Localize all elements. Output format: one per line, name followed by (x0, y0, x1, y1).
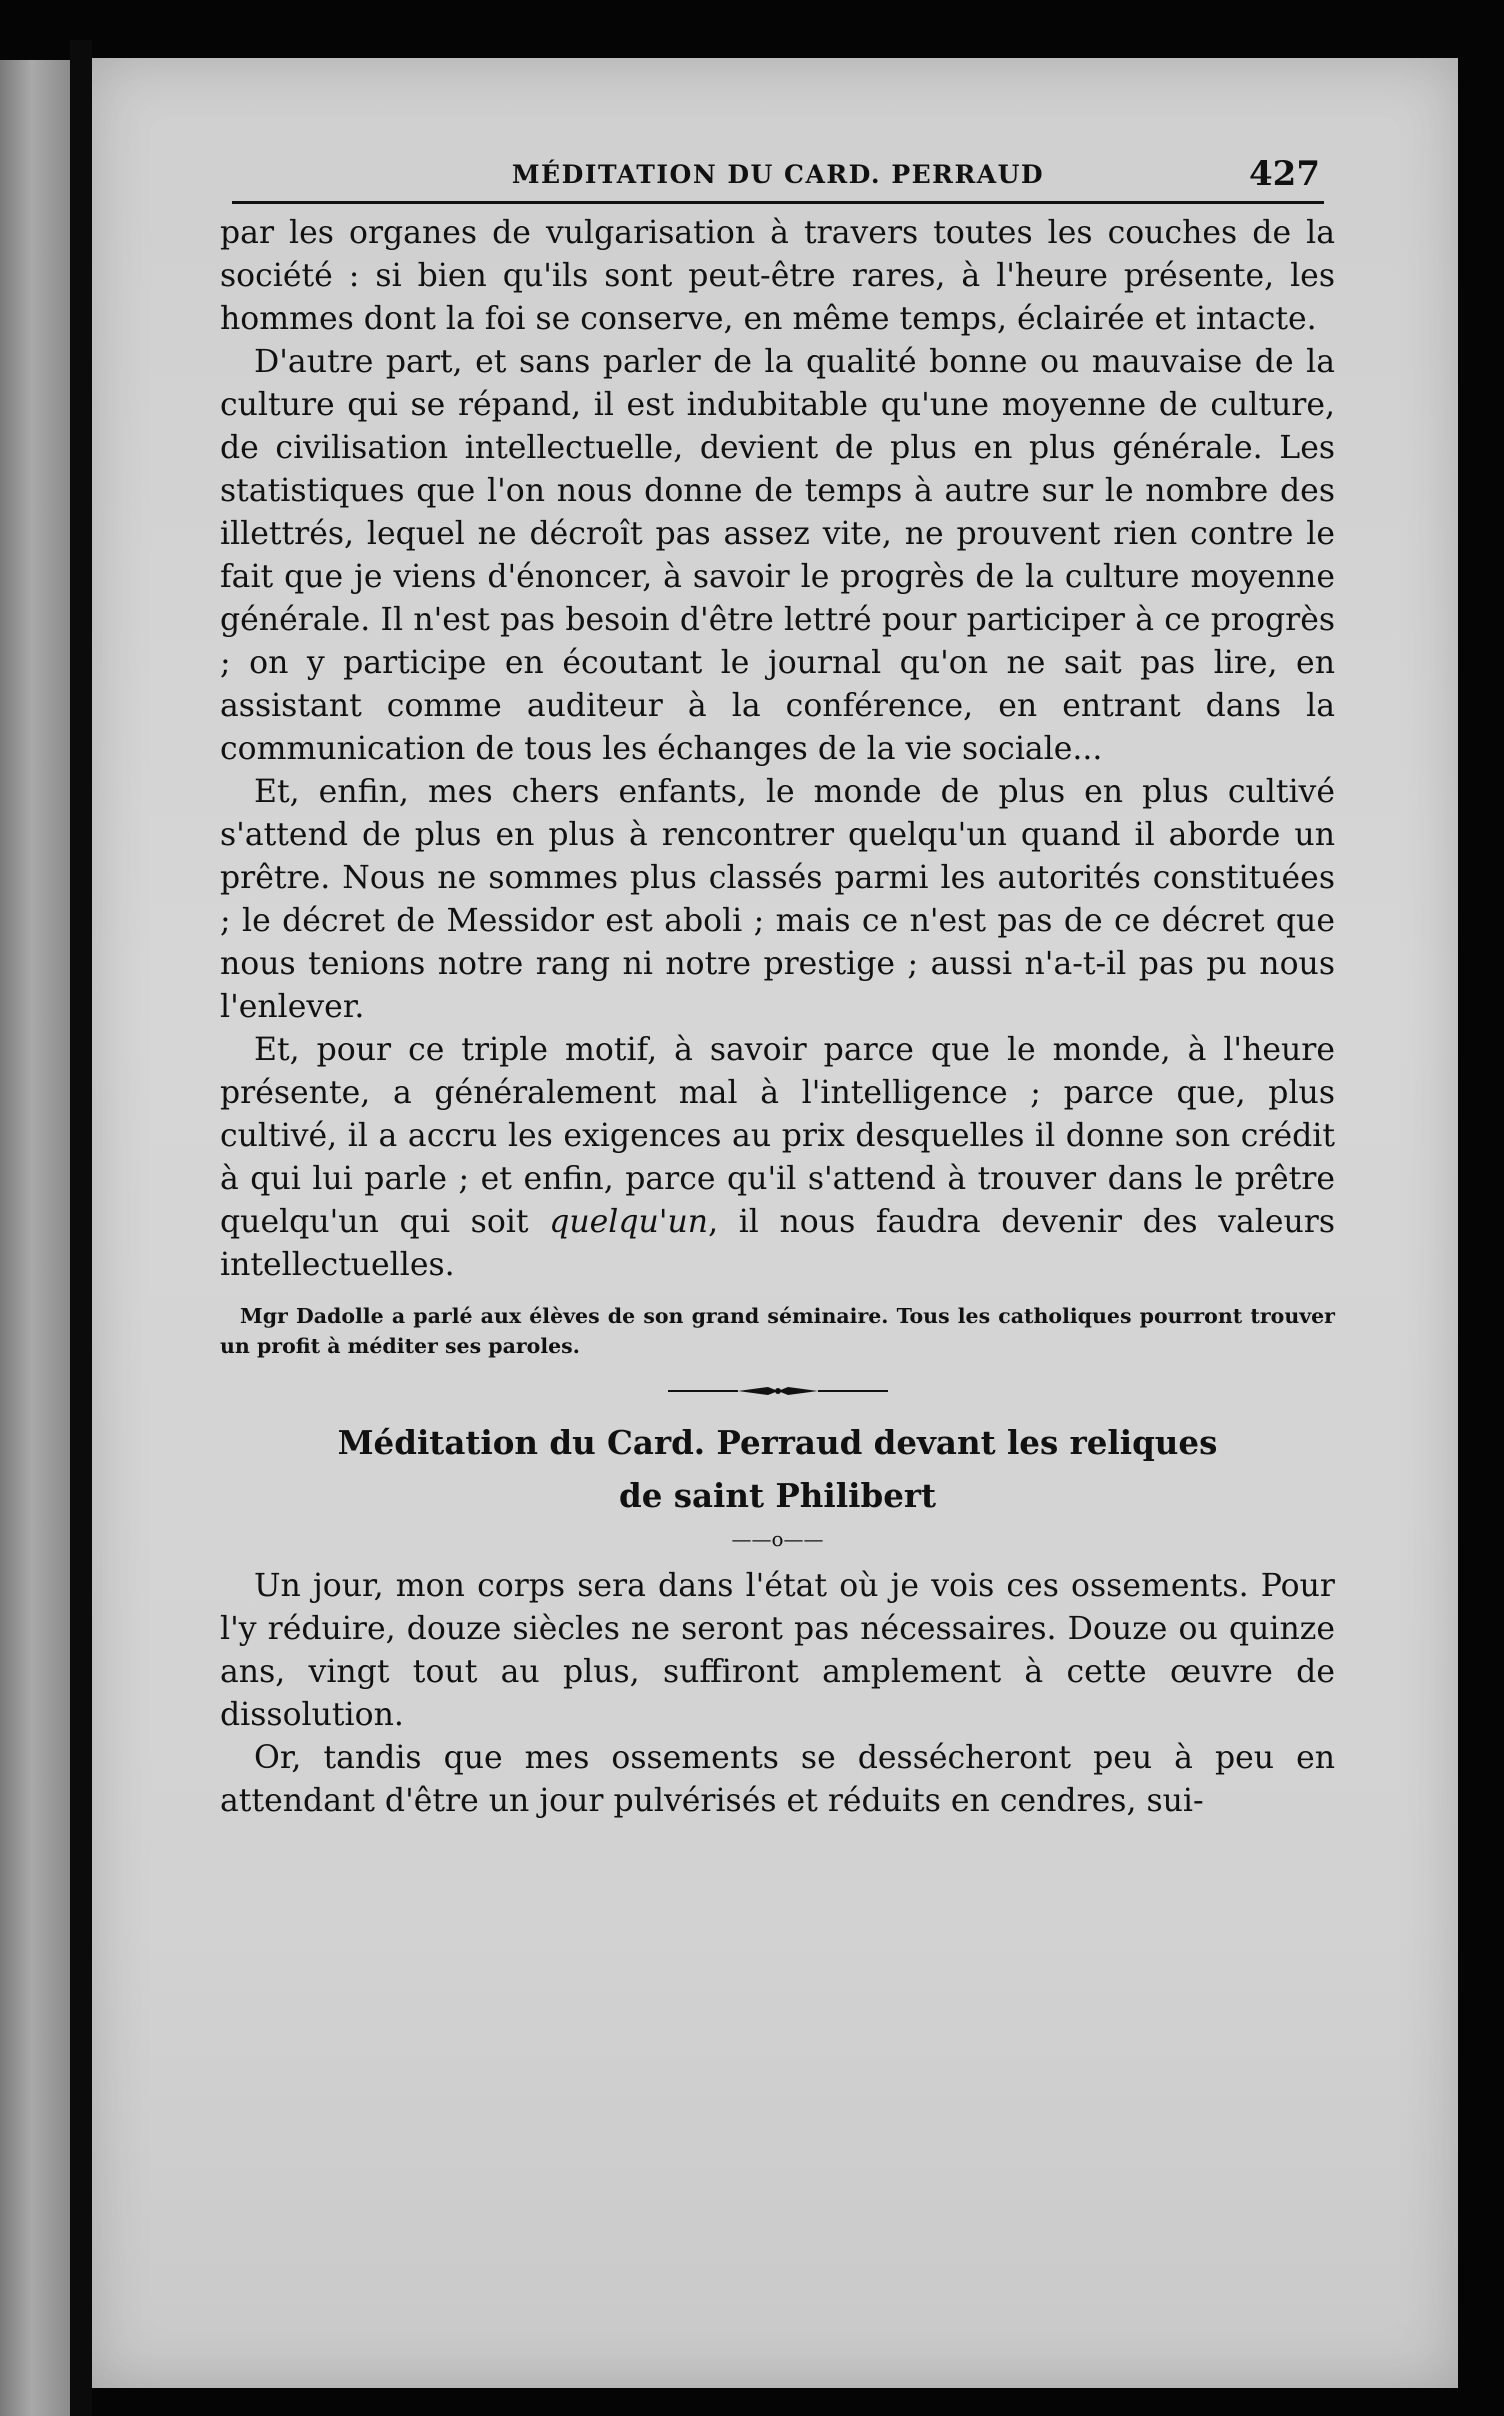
section-heading: Méditation du Card. Perraud devant les reliques (337, 1423, 1218, 1462)
book-gutter (70, 40, 92, 2416)
page-text (220, 212, 1335, 1823)
header-rule (232, 201, 1324, 204)
paragraph-continuation: par les organes de vulgarisation à travers toutes les couches de la société : si bien qu'ils sont peut-être rares, à l'heure présente, les hommes dont la foi se conserve, en même temps, éclairée et intacte. (220, 215, 1335, 337)
running-title: MÉDITATION DU CARD. PERRAUD (511, 160, 1045, 189)
paragraph: D'autre part, et sans parler de la qualité bonne ou mauvaise de la culture qui se répand, il est indubitable qu'une moyenne de culture, de civilisation intellectuelle, devient de plus en plus générale. Les statistiques que l'on nous donne de temps à autre sur le nombre des illettrés, lequel ne décroît pas assez vite, ne prouvent rien contre le fait que je viens d'énoncer, à savoir le progrès de la culture moyenne générale. Il n'est pas besoin d'être lettré pour participer à ce progrès ; on y participe en écoutant le journal qu'on ne sait pas lire, en assistant comme auditeur à la conférence, en entrant dans la communication de tous les échanges de la vie sociale... (220, 344, 1335, 767)
paragraph-text: Et, pour ce triple motif, à savoir parce que le monde, à l'heure présente, a généralement mal à l'intelligence ; parce que, plus cultivé, il a accru les exigences au prix desquelles il donne son crédit à qui lui parle ; et enfin, parce qu'il s'attend à trouver dans le prêtre quelqu'un qui soit (220, 1032, 1335, 1240)
paragraph (220, 1029, 1335, 1287)
paragraph: Et, enfin, mes chers enfants, le monde de plus en plus cultivé s'attend de plus en plus à rencontrer quelqu'un quand il aborde un prêtre. Nous ne sommes plus classés parmi les autorités constituées ; le décret de Messidor est aboli ; mais ce n'est pas de ce décret que nous tenions notre rang ni notre prestige ; aussi n'a-t-il pas pu nous l'enlever. (220, 774, 1335, 1025)
running-head (236, 154, 1320, 204)
footnote: Mgr Dadolle a parlé aux élèves de son grand séminaire. Tous les catholiques pourront trouver un profit à méditer ses paroles. (220, 1304, 1335, 1358)
emphasis-text: quelqu'un (549, 1204, 709, 1240)
facing-page-edge (0, 60, 70, 2416)
section-ornament-icon (220, 1379, 1335, 1403)
paragraph: Un jour, mon corps sera dans l'état où je vois ces ossements. Pour l'y réduire, douze siècles ne seront pas nécessaires. Douze ou quinze ans, vingt tout au plus, suffiront amplement à cette œuvre de dissolution. (220, 1568, 1335, 1733)
section-heading: de saint Philibert (618, 1476, 937, 1515)
paragraph-text: , il nous faudra devenir des valeurs intellectuelles. (220, 1204, 1335, 1283)
page-number: 427 (1249, 154, 1320, 194)
book-page (92, 58, 1458, 2388)
paragraph: Or, tandis que mes ossements se dessécheront peu à peu en attendant d'être un jour pulvérisés et réduits en cendres, sui- (220, 1740, 1335, 1819)
divider: ——o—— (731, 1527, 824, 1551)
